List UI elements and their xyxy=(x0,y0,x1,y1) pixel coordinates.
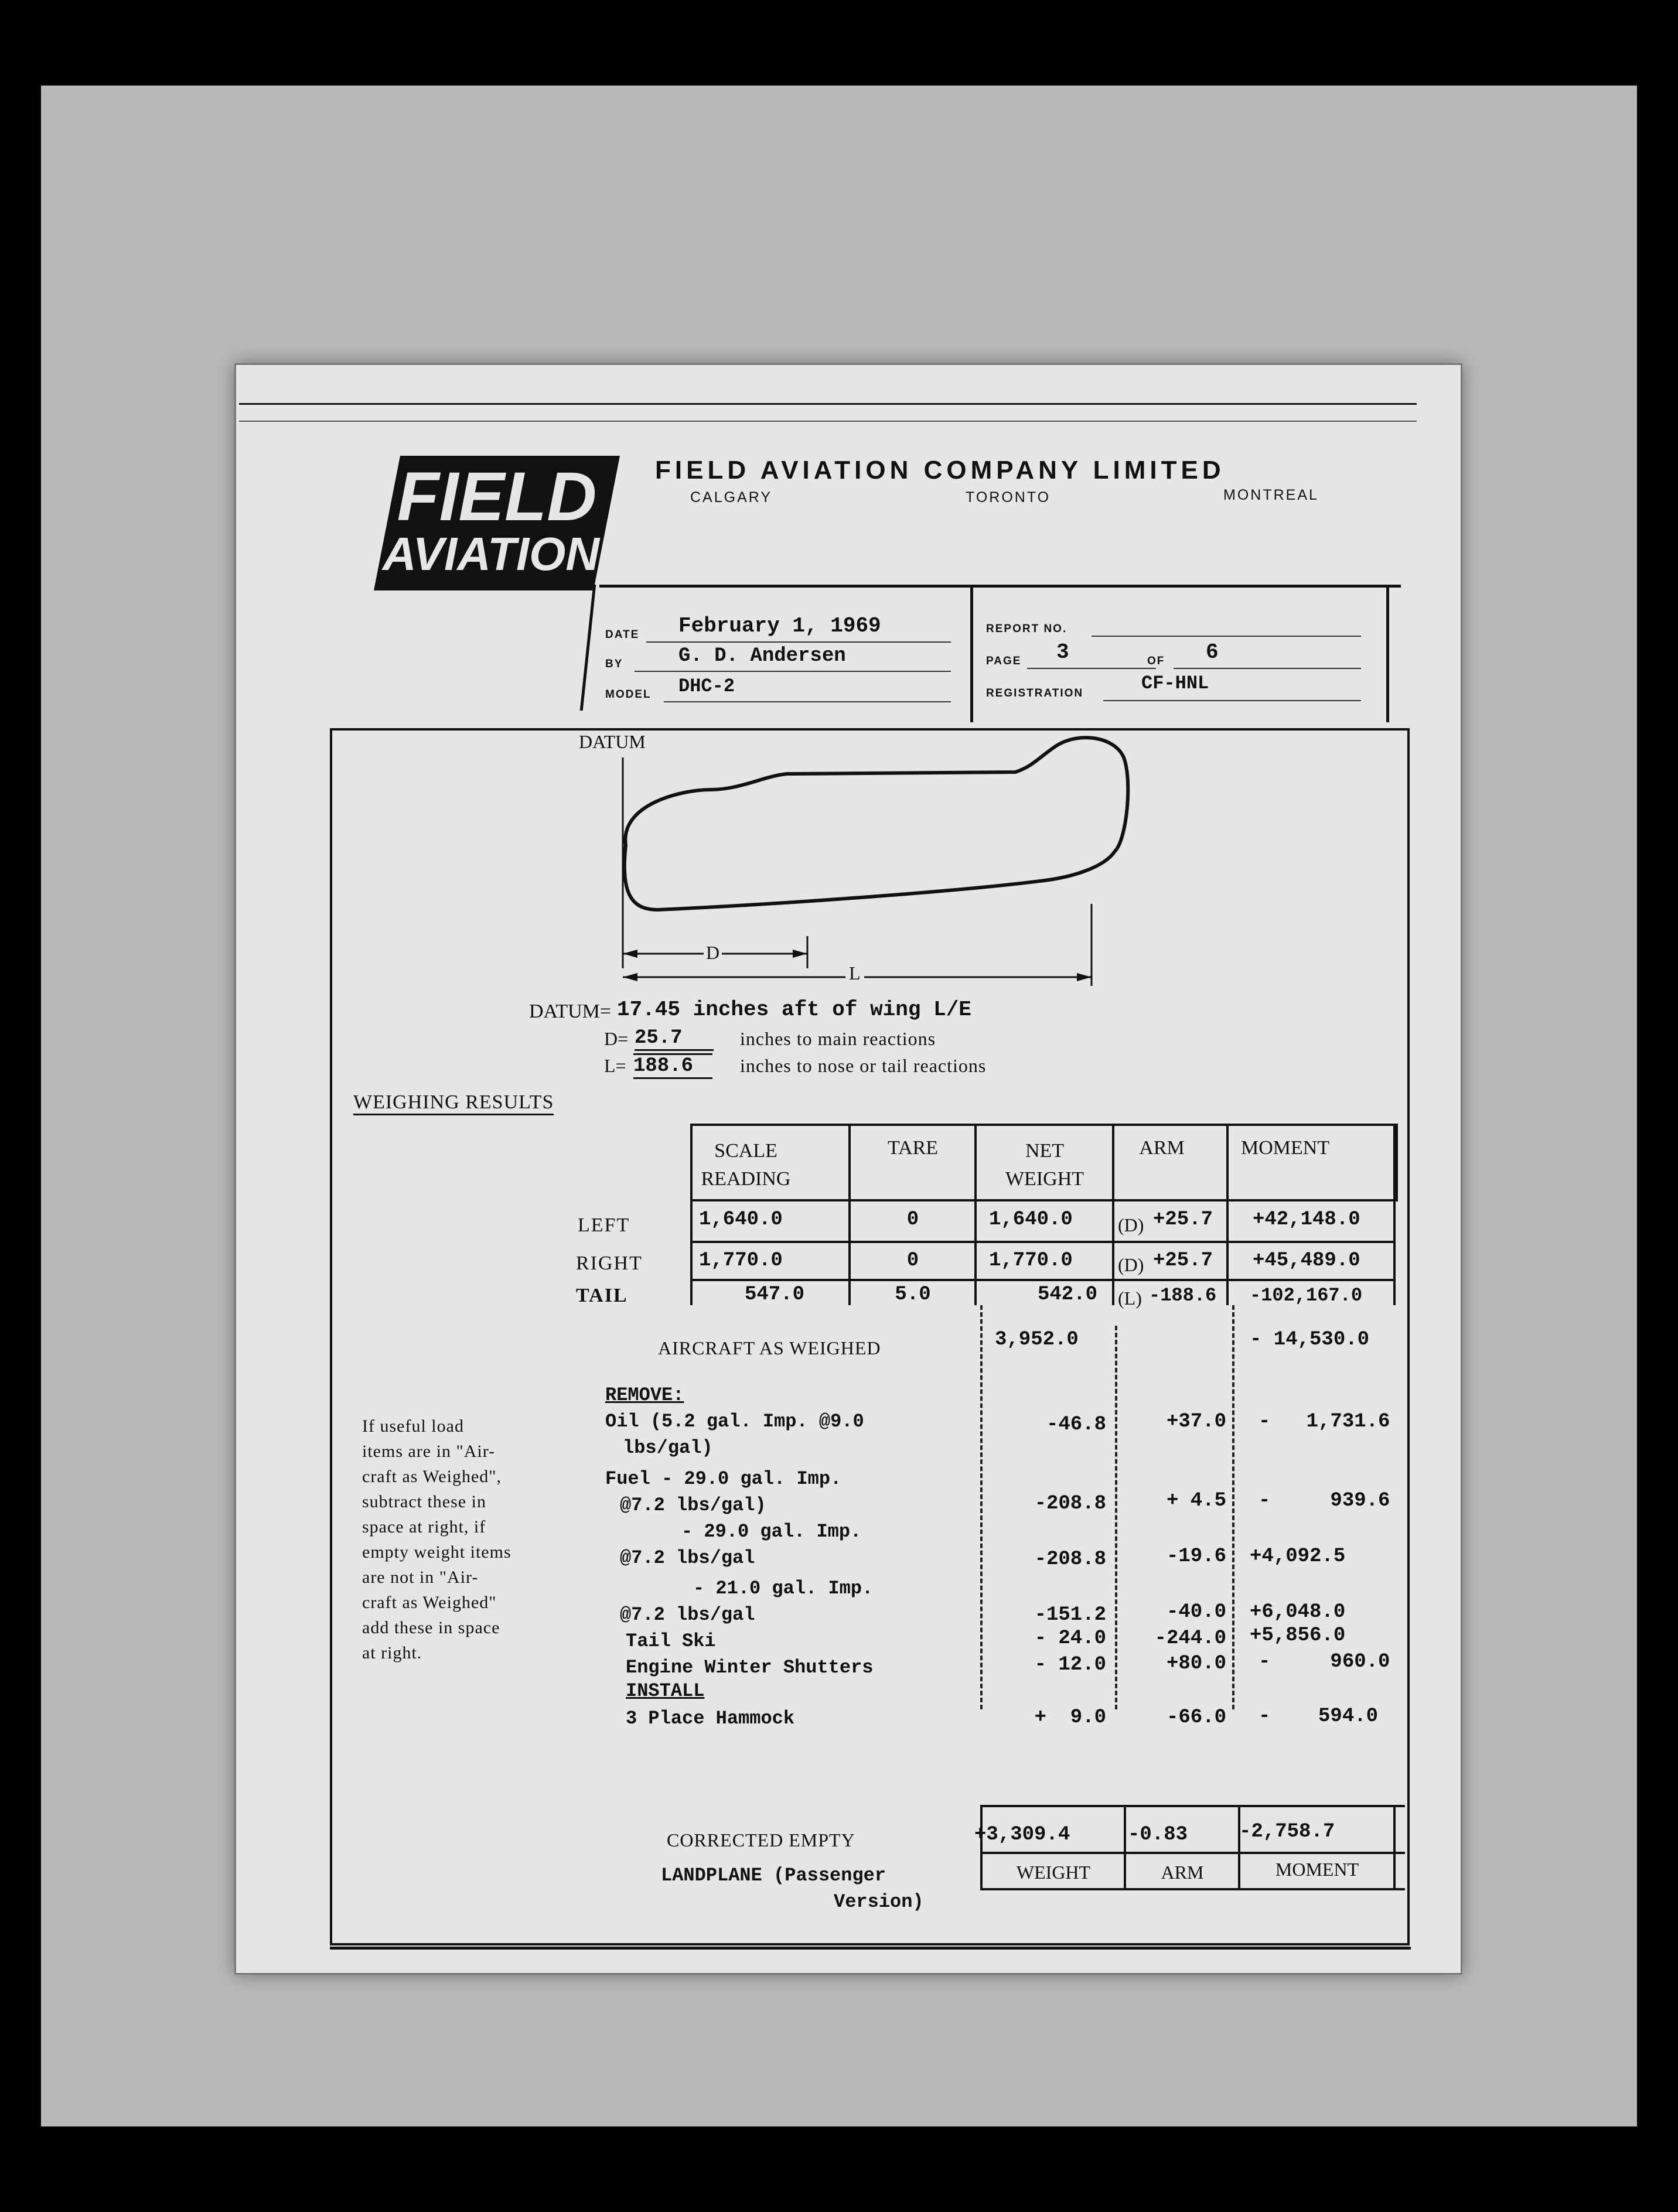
as-weighed-label: AIRCRAFT AS WEIGHED xyxy=(658,1337,881,1358)
adj-ski-moment: +5,856.0 xyxy=(1250,1624,1346,1647)
footer-weight: WEIGHT xyxy=(1016,1862,1091,1883)
d-dimension-label: D xyxy=(704,942,722,964)
tail-tare: 5.0 xyxy=(895,1283,931,1306)
note-text xyxy=(362,1414,585,1665)
tail-arm: -188.6 xyxy=(1149,1285,1217,1306)
corrected-empty-label: CORRECTED EMPTY xyxy=(667,1829,855,1851)
left-arm-prefix: (D) xyxy=(1118,1214,1144,1235)
corrected-sub-2: Version) xyxy=(834,1891,924,1913)
tail-net: 542.0 xyxy=(1037,1283,1097,1306)
col-divider-2 xyxy=(974,1124,977,1305)
adj-desc-oil-2: lbs/gal) xyxy=(623,1437,713,1459)
corrected-right xyxy=(1393,1805,1396,1890)
frame-bottom-line xyxy=(41,2126,1637,2130)
l-text: inches to nose or tail reactions xyxy=(740,1055,987,1076)
header-moment: MOMENT xyxy=(1241,1137,1330,1159)
adj-ski-weight: - 24.0 xyxy=(1034,1627,1106,1650)
logo-text-aviation: AVIATION xyxy=(382,528,600,580)
remove-label: REMOVE: xyxy=(605,1384,684,1406)
note-line: craft as Weighed", xyxy=(362,1467,502,1486)
tail-moment: -102,167.0 xyxy=(1250,1285,1363,1306)
d-value: 25.7 xyxy=(635,1027,714,1051)
row-label-tail: TAIL xyxy=(576,1285,628,1306)
row-line-2 xyxy=(690,1279,1396,1281)
right-arm: +25.7 xyxy=(1153,1250,1213,1272)
frame-tick xyxy=(1493,0,1496,82)
l-value: 188.6 xyxy=(633,1053,712,1079)
l-prefix: L= xyxy=(604,1055,626,1076)
report-label: REPORT NO. xyxy=(986,623,1067,635)
install-label: INSTALL xyxy=(626,1680,705,1702)
weighing-report-sheet xyxy=(234,363,1462,1975)
adj-oil-weight: -46.8 xyxy=(1046,1414,1106,1436)
top-rule-2 xyxy=(239,421,1417,422)
footer-arm: ARM xyxy=(1161,1862,1204,1883)
frame-tick xyxy=(281,2130,285,2212)
datum-label: DATUM xyxy=(579,731,646,752)
city-toronto: TORONTO xyxy=(966,489,1051,506)
corrected-bottom-line xyxy=(980,1888,1405,1890)
note-line: If useful load xyxy=(362,1416,464,1436)
col-divider-1 xyxy=(848,1124,851,1305)
of-value: 6 xyxy=(1206,640,1219,664)
adj-desc-fuel-2: - 29.0 gal. Imp. xyxy=(681,1521,862,1542)
dash-col-2 xyxy=(1115,1326,1117,1709)
adj-oil-arm: +37.0 xyxy=(1166,1411,1226,1433)
main-box-shadow xyxy=(330,1947,1411,1950)
logo-text-field: FIELD xyxy=(397,458,597,535)
city-calgary: CALGARY xyxy=(690,489,773,506)
adj-hammock-weight: + 9.0 xyxy=(1034,1706,1106,1729)
adj-fuel1-moment: - 939.6 xyxy=(1258,1490,1390,1512)
report-underline xyxy=(1092,636,1361,637)
aircraft-diagram xyxy=(611,734,1138,992)
right-tare: 0 xyxy=(906,1250,919,1272)
adj-desc-fuel-1: Fuel - 29.0 gal. Imp. xyxy=(605,1468,842,1490)
right-arm-prefix: (D) xyxy=(1118,1254,1144,1275)
d-text: inches to main reactions xyxy=(740,1028,936,1049)
left-tare: 0 xyxy=(906,1209,919,1231)
note-line: are not in "Air- xyxy=(362,1568,479,1587)
corrected-weight: +3,309.4 xyxy=(974,1824,1070,1846)
frame-tick xyxy=(275,0,279,82)
company-name: FIELD AVIATION COMPANY LIMITED xyxy=(655,456,1225,484)
corrected-arm: -0.83 xyxy=(1128,1824,1188,1846)
header-net-weight: NET WEIGHT xyxy=(1005,1140,1084,1190)
header-arm: ARM xyxy=(1139,1137,1185,1159)
corrected-div-2 xyxy=(1238,1805,1240,1890)
adj-fuel2-moment: +4,092.5 xyxy=(1250,1545,1346,1568)
adj-hammock-moment: - 594.0 xyxy=(1258,1705,1379,1728)
right-scale: 1,770.0 xyxy=(699,1250,783,1272)
top-rule xyxy=(239,403,1417,405)
right-net: 1,770.0 xyxy=(989,1250,1073,1272)
weighing-results-title: WEIGHING RESULTS xyxy=(353,1091,554,1115)
note-line: add these in space xyxy=(362,1618,500,1637)
of-label: OF xyxy=(1147,655,1165,667)
corrected-top-line xyxy=(980,1805,1405,1807)
date-value: February 1, 1969 xyxy=(678,614,881,638)
dash-col-3 xyxy=(1232,1305,1234,1709)
col-divider-4 xyxy=(1226,1124,1229,1305)
model-label: MODEL xyxy=(605,688,652,701)
corrected-mid-line xyxy=(980,1852,1405,1854)
page-underline xyxy=(1027,668,1156,669)
row-line-1 xyxy=(690,1241,1396,1243)
footer-moment: MOMENT xyxy=(1275,1859,1359,1880)
tail-arm-prefix: (L) xyxy=(1118,1288,1142,1309)
adj-fuel2-weight: -208.8 xyxy=(1034,1548,1106,1571)
adj-ski-arm: -244.0 xyxy=(1154,1627,1226,1650)
frame-tick xyxy=(1494,2130,1498,2212)
date-label: DATE xyxy=(605,629,640,641)
left-moment: +42,148.0 xyxy=(1253,1209,1360,1231)
by-label: BY xyxy=(605,658,623,670)
corrected-div-1 xyxy=(1124,1805,1126,1890)
model-underline xyxy=(664,701,951,702)
adj-hammock-arm: -66.0 xyxy=(1166,1706,1226,1729)
adj-desc-shutters: Engine Winter Shutters xyxy=(626,1657,874,1678)
row-label-right: RIGHT xyxy=(576,1252,643,1274)
by-underline xyxy=(635,671,951,672)
table-left-border xyxy=(690,1124,693,1305)
adj-desc-fuel-1b: @7.2 lbs/gal) xyxy=(620,1494,766,1516)
row-label-left: LEFT xyxy=(578,1214,630,1236)
note-line: craft as Weighed" xyxy=(362,1593,497,1612)
corrected-left xyxy=(980,1805,983,1890)
adj-fuel3-weight: -151.2 xyxy=(1034,1604,1106,1626)
left-net: 1,640.0 xyxy=(989,1209,1073,1231)
model-value: DHC-2 xyxy=(678,675,735,697)
of-underline xyxy=(1174,668,1361,669)
header-box-right xyxy=(1386,585,1389,722)
field-aviation-logo xyxy=(374,456,620,590)
header-box-top xyxy=(599,585,1401,588)
page-value: 3 xyxy=(1056,640,1069,664)
adj-desc-fuel-2b: @7.2 lbs/gal xyxy=(620,1547,755,1569)
adj-fuel2-arm: -19.6 xyxy=(1166,1545,1226,1568)
adj-desc-fuel-3: - 21.0 gal. Imp. xyxy=(693,1578,874,1599)
adj-fuel3-arm: -40.0 xyxy=(1166,1601,1226,1623)
header-scale-reading: SCALE READING xyxy=(701,1140,791,1190)
adj-shutters-arm: +80.0 xyxy=(1166,1653,1226,1675)
note-line: space at right, if xyxy=(362,1517,486,1537)
adj-shutters-moment: - 960.0 xyxy=(1258,1651,1390,1673)
adj-shutters-weight: - 12.0 xyxy=(1034,1654,1106,1676)
note-line: items are in "Air- xyxy=(362,1442,496,1461)
d-prefix: D= xyxy=(604,1028,629,1049)
right-moment: +45,489.0 xyxy=(1253,1250,1360,1272)
dash-col-1 xyxy=(980,1305,983,1709)
datum-value: 17.45 inches aft of wing L/E xyxy=(617,998,971,1022)
col-divider-3 xyxy=(1112,1124,1114,1305)
as-weighed-weight: 3,952.0 xyxy=(995,1329,1079,1351)
city-montreal: MONTREAL xyxy=(1223,487,1319,503)
l-dimension-label: L xyxy=(845,962,864,984)
frame-top-line xyxy=(41,82,1637,86)
registration-label: REGISTRATION xyxy=(986,687,1084,699)
registration-value: CF-HNL xyxy=(1141,673,1209,694)
left-scale: 1,640.0 xyxy=(699,1209,783,1231)
adj-fuel1-weight: -208.8 xyxy=(1034,1493,1106,1515)
date-underline xyxy=(646,641,951,643)
adj-desc-fuel-3b: @7.2 lbs/gal xyxy=(620,1604,755,1626)
adj-desc-oil: Oil (5.2 gal. Imp. @9.0 xyxy=(605,1411,864,1432)
corrected-sub-1: LANDPLANE (Passenger xyxy=(661,1865,886,1886)
as-weighed-moment: - 14,530.0 xyxy=(1250,1329,1370,1351)
note-line: at right. xyxy=(362,1643,422,1663)
frame-tick xyxy=(893,2130,897,2212)
adj-desc-hammock: 3 Place Hammock xyxy=(626,1708,795,1729)
by-value: G. D. Andersen xyxy=(678,645,846,667)
header-box-divider xyxy=(970,585,973,722)
header-tare: TARE xyxy=(887,1137,939,1159)
note-line: subtract these in xyxy=(362,1492,486,1511)
adj-oil-moment: - 1,731.6 xyxy=(1258,1411,1390,1433)
corrected-moment: -2,758.7 xyxy=(1239,1821,1335,1843)
registration-underline xyxy=(1103,700,1361,701)
left-arm: +25.7 xyxy=(1153,1209,1213,1231)
adj-fuel3-moment: +6,048.0 xyxy=(1250,1601,1346,1623)
datum-prefix: DATUM= xyxy=(529,1001,612,1022)
adj-desc-tail-ski: Tail Ski xyxy=(626,1630,716,1652)
note-line: empty weight items xyxy=(362,1542,511,1562)
tail-scale: 547.0 xyxy=(744,1283,804,1306)
adj-fuel1-arm: + 4.5 xyxy=(1166,1490,1226,1512)
table-right-border xyxy=(1393,1124,1396,1305)
header-box-left xyxy=(580,585,596,711)
page-label: PAGE xyxy=(986,655,1022,667)
